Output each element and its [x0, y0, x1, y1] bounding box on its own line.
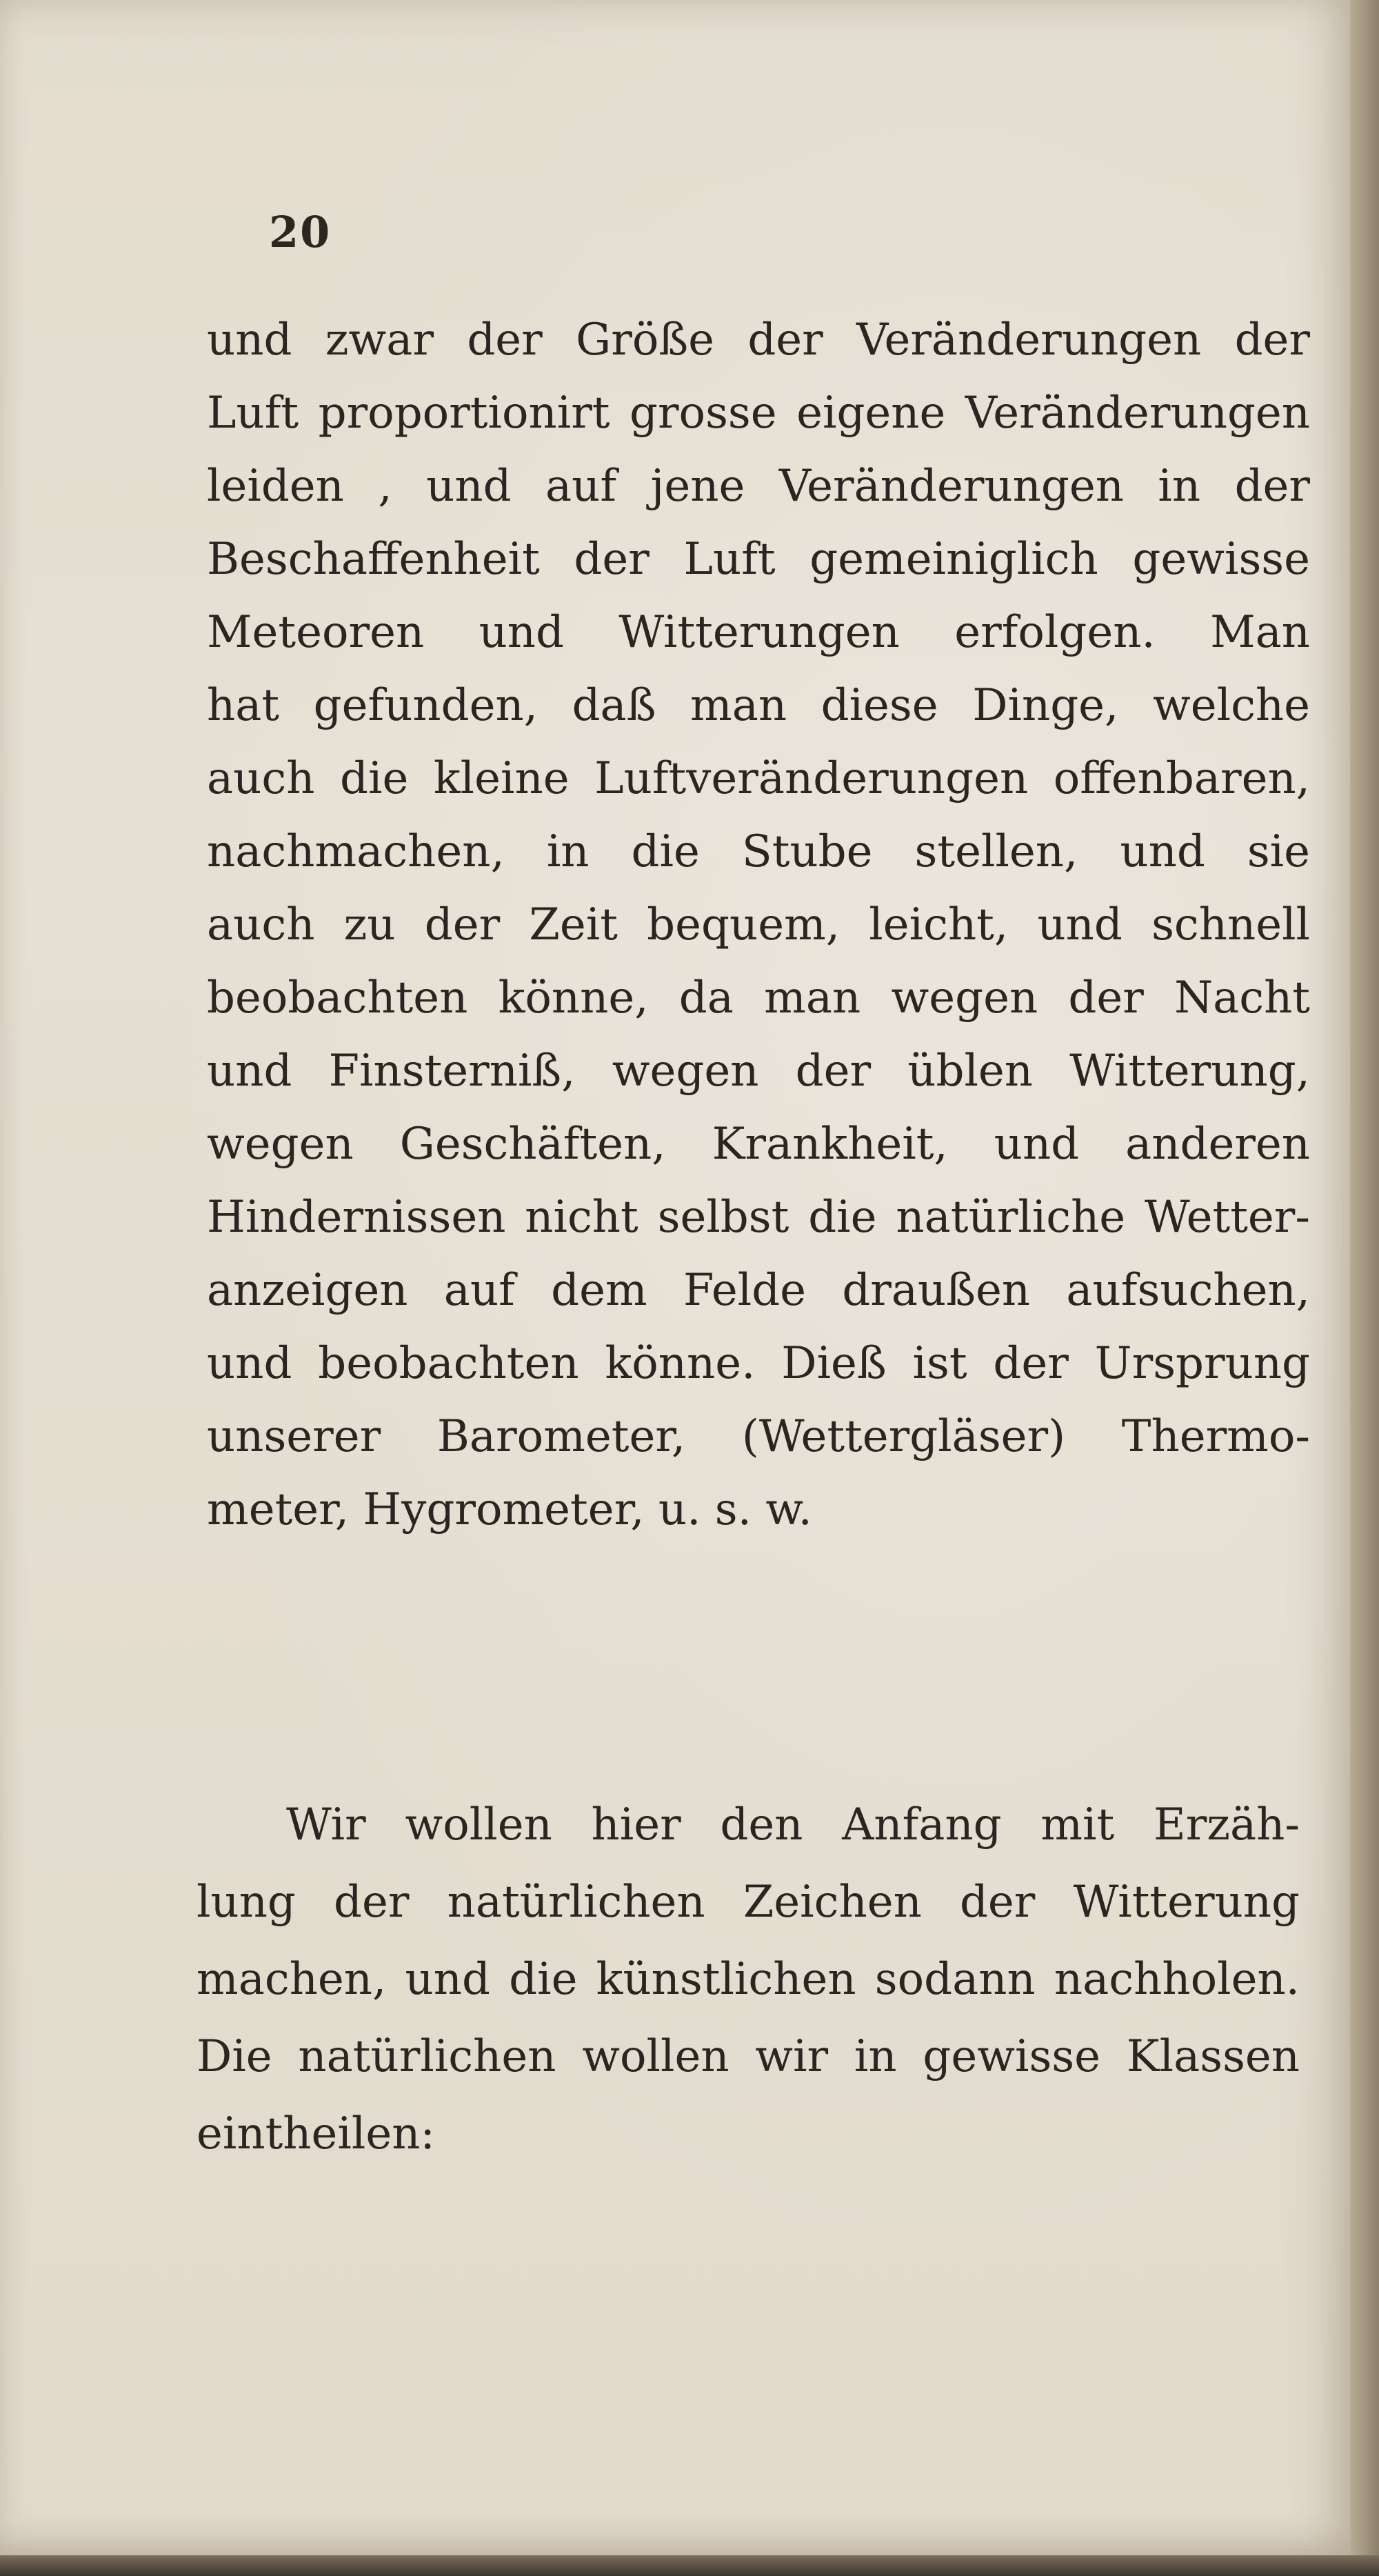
text-line: lung der natürlichen Zeichen der Witterung	[197, 1877, 1300, 1928]
page-number: 20	[269, 207, 332, 257]
text-line: eintheilen:	[197, 2108, 435, 2159]
text-line: nachmachen, in die Stube stellen, und sie	[207, 826, 1310, 877]
text-line: beobachten könne, da man wegen der Nacht	[207, 972, 1310, 1024]
text-line: und beobachten könne. Dieß ist der Ursprung	[207, 1338, 1310, 1389]
text-line: leiden , und auf jene Veränderungen in der	[207, 461, 1310, 512]
text-line: unserer Barometer, (Wettergläser) Thermo-	[207, 1411, 1310, 1462]
text-line: Hindernissen nicht selbst die natürliche Wetter-	[207, 1192, 1310, 1243]
text-line: wegen Geschäften, Krankheit, und anderen	[207, 1119, 1310, 1170]
paragraph-1	[207, 303, 1310, 1546]
text-line: Wir wollen hier den Anfang mit Erzäh-	[286, 1799, 1300, 1850]
text-line: Luft proportionirt grosse eigene Veränderungen	[207, 388, 1310, 439]
text-line: und zwar der Größe der Veränderungen der	[207, 314, 1310, 366]
text-line: meter, Hygrometer, u. s. w.	[207, 1484, 812, 1535]
text-line: anzeigen auf dem Felde draußen aufsuchen,	[207, 1265, 1310, 1316]
book-spine-edge	[1350, 0, 1379, 2576]
text-line: Meteoren und Witterungen erfolgen. Man	[207, 607, 1310, 658]
text-line: hat gefunden, daß man diese Dinge, welche	[207, 680, 1310, 731]
text-line: Die natürlichen wollen wir in gewisse Klassen	[197, 2031, 1300, 2082]
text-line: und Finsterniß, wegen der üblen Witterung,	[207, 1046, 1310, 1097]
text-line: auch die kleine Luftveränderungen offenbaren,	[207, 753, 1310, 804]
page-bottom-edge	[0, 2555, 1379, 2576]
paragraph-2	[197, 1786, 1300, 2173]
text-line: auch zu der Zeit bequem, leicht, und schnell	[207, 899, 1310, 950]
text-line: machen, und die künstlichen sodann nachholen.	[197, 1954, 1300, 2005]
text-line: Beschaffenheit der Luft gemeiniglich gewisse	[207, 534, 1310, 585]
